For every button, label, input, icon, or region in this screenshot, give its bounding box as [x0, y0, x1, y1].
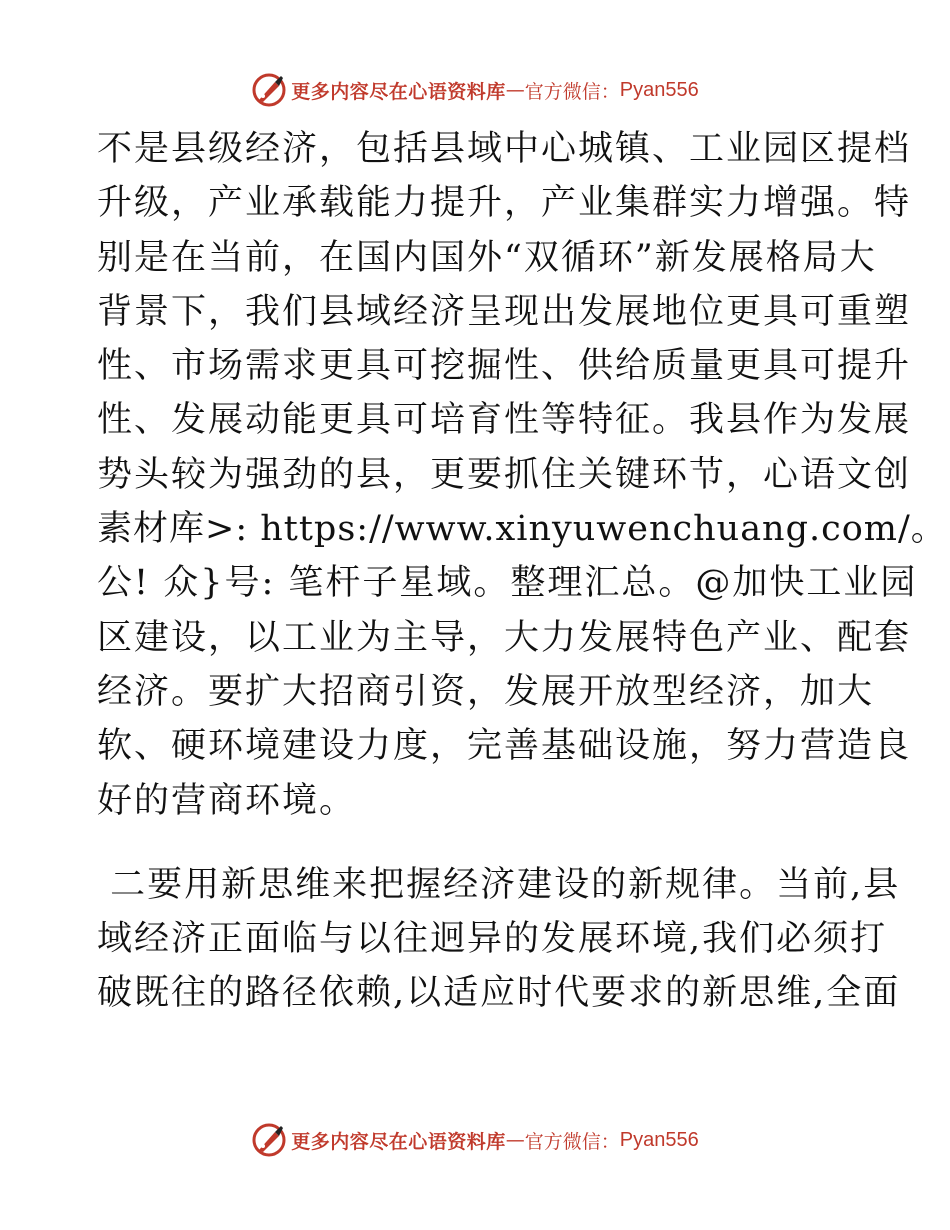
text-line: 性、市场需求更具可挖掘性、供给质量更具可提升	[97, 346, 912, 387]
banner-separator: —	[505, 1129, 525, 1151]
text-line: 好的营商环境。	[97, 780, 357, 821]
text-line: 区建设，以工业为主导，大力发展特色产业、配套	[97, 617, 912, 658]
text-line: 背景下，我们县域经济呈现出发展地位更具可重塑	[97, 291, 912, 332]
banner-text: 更多内容尽在心语资料库	[291, 1130, 506, 1153]
footer-banner	[0, 1120, 950, 1160]
text-line: 性、发展动能更具可培育性等特征。我县作为发展	[97, 400, 912, 441]
paragraph-2	[97, 858, 901, 1021]
banner-wechat-id: Pyan556	[619, 78, 699, 101]
document-body	[97, 122, 947, 1021]
fountain-pen-logo-icon	[251, 1122, 287, 1158]
text-line: 软、硬环境建设力度，完善基础设施，努力营造良	[97, 726, 912, 767]
text-line: 势头较为强劲的县，更要抓住关键环节，心语文创	[97, 454, 912, 495]
text-line: 不是县级经济，包括县域中心城镇、工业园区提档	[97, 129, 912, 169]
banner-separator: —	[505, 79, 525, 101]
text-line: 二要用新思维来把握经济建设的新规律。当前,县	[97, 864, 901, 905]
text-line: 域经济正面临与以往迥异的发展环境,我们必须打	[97, 919, 888, 960]
text-line: 经济。要扩大招商引资，发展开放型经济，加大	[97, 671, 875, 712]
text-line: 别是在当前，在国内国外“双循环”新发展格局大	[97, 237, 877, 278]
paragraph-1	[97, 122, 947, 828]
text-line: 破既往的路径依赖,以适应时代要求的新思维,全面	[97, 973, 901, 1014]
text-line: 升级，产业承载能力提升，产业集群实力增强。特	[97, 183, 912, 224]
fountain-pen-logo-icon	[251, 72, 287, 108]
url-text-line: 素材库>: https://www.xinyuwenchuang.com/。	[97, 509, 947, 550]
text-line: 公! 众}号: 笔杆子星域。整理汇总。@加快工业园	[97, 563, 918, 604]
banner-text: 更多内容尽在心语资料库	[291, 80, 506, 103]
header-banner	[0, 70, 950, 110]
banner-wechat-id: Pyan556	[619, 1128, 699, 1151]
paragraph-gap	[97, 828, 857, 858]
banner-wechat-label: 官方微信：	[524, 1130, 620, 1153]
banner-wechat-label: 官方微信：	[524, 80, 620, 103]
